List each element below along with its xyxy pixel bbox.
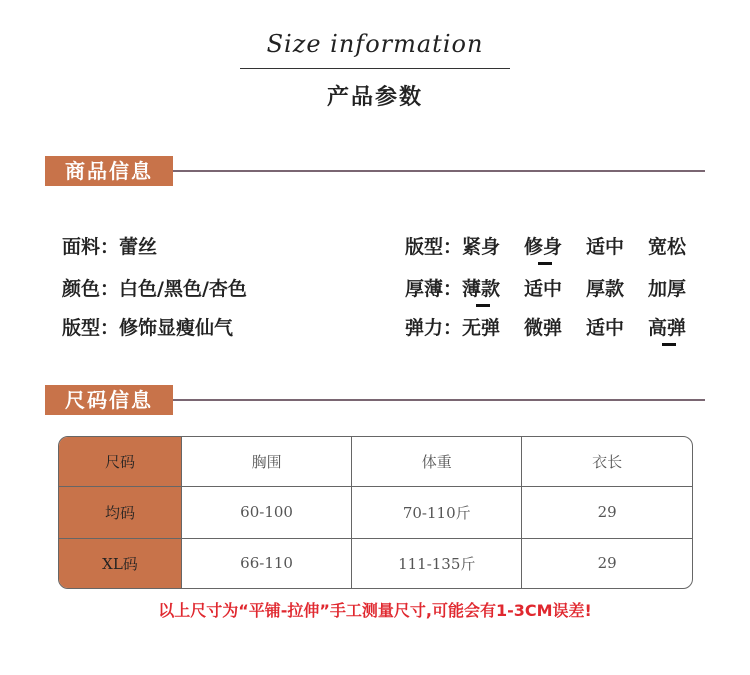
title-chinese: 产品参数: [326, 85, 423, 110]
table-cell: 66-110: [182, 538, 352, 588]
fit-option-selected: 修身: [524, 232, 586, 259]
table-row: [59, 538, 692, 588]
table-header-cell: 衣长: [522, 437, 692, 487]
elasticity-label: 弹力：: [405, 317, 463, 339]
product-info-rule: [173, 170, 705, 172]
elasticity-option: 适中: [586, 317, 625, 339]
table-cell: 29: [522, 538, 692, 588]
table-cell: 70-110斤: [352, 487, 522, 538]
thickness-option: 厚款: [586, 278, 625, 300]
table-header-cell: 体重: [352, 437, 522, 487]
thickness-label: 厚薄：: [405, 278, 463, 300]
fit-option: 宽松: [648, 236, 687, 258]
fit-option: 适中: [586, 236, 625, 258]
fit-label: 版型：: [405, 236, 463, 258]
size-info-rule: [173, 399, 705, 401]
table-cell: 111-135斤: [352, 538, 522, 588]
elasticity-option: 无弹: [462, 317, 501, 339]
table-header-cell: 胸围: [182, 437, 352, 487]
title-english: Size information: [266, 30, 484, 58]
product-info-heading: 商品信息: [45, 156, 173, 186]
title-divider: [240, 68, 510, 69]
thickness-option: 适中: [524, 278, 563, 300]
table-cell: 29: [522, 487, 692, 538]
elasticity-group: [405, 313, 710, 340]
color-row: 颜色：白色/黑色/杏色: [62, 278, 247, 300]
table-header-cell: 尺码: [59, 437, 182, 487]
elasticity-option-selected: 高弹: [648, 313, 710, 340]
fit-option: 紧身: [462, 236, 501, 258]
fabric-row: 面料：蕾丝: [62, 236, 158, 258]
size-info-heading: 尺码信息: [45, 385, 173, 415]
thickness-group: [405, 274, 710, 301]
style-row: 版型：修饰显瘦仙气: [62, 317, 234, 339]
thickness-option-selected: 薄款: [462, 274, 524, 301]
table-cell: XL码: [59, 538, 182, 588]
thickness-option: 加厚: [648, 278, 687, 300]
table-row: [59, 487, 692, 538]
table-cell: 60-100: [182, 487, 352, 538]
table-header-row: [59, 437, 692, 487]
fit-group: [405, 232, 710, 259]
size-table: [58, 436, 693, 589]
measurement-note: 以上尺寸为“平铺-拉伸”手工测量尺寸,可能会有1-3CM误差!: [158, 601, 592, 620]
elasticity-option: 微弹: [524, 317, 563, 339]
table-cell: 均码: [59, 487, 182, 538]
